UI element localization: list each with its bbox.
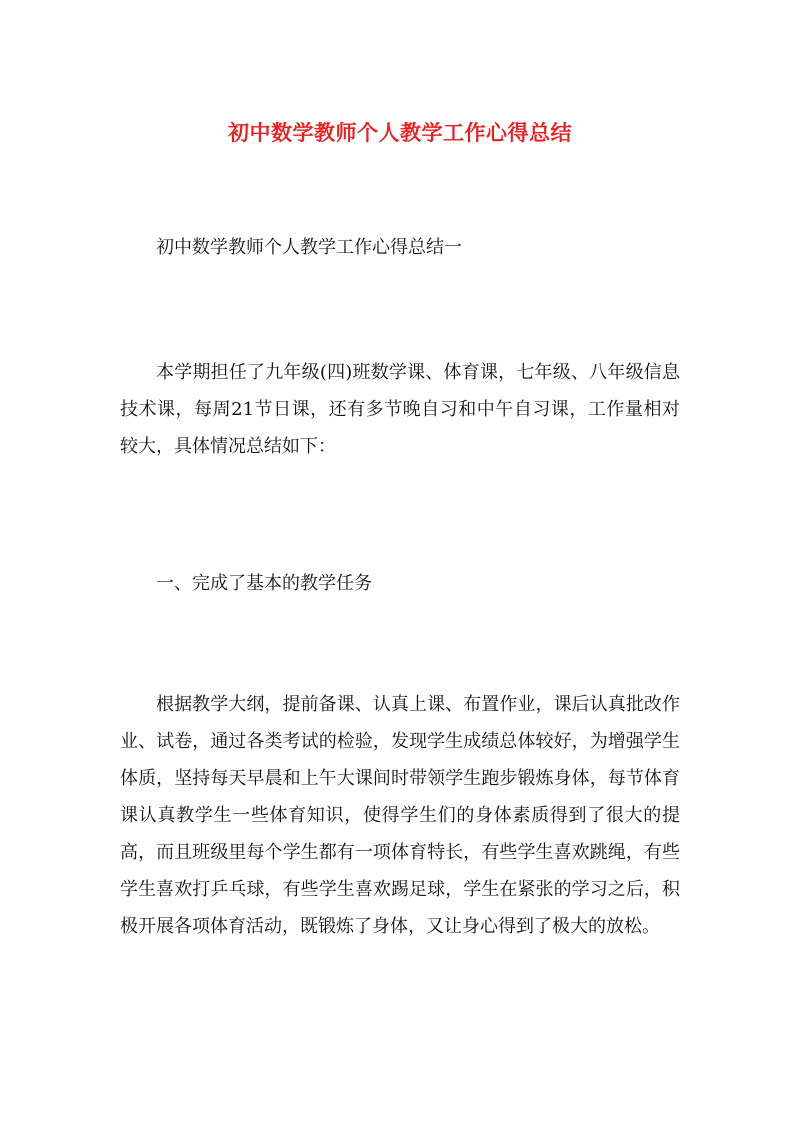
section-heading-1: 一、完成了基本的教学任务: [156, 573, 372, 594]
section-subtitle: 初中数学教师个人教学工作心得总结一: [156, 237, 462, 258]
document-title: 初中数学教师个人教学工作心得总结: [228, 120, 572, 146]
body-paragraph-1: 根据教学大纲，提前备课、认真上课、布置作业，课后认真批改作业、试卷，通过各类考试的检验，发现学生成绩总体较好，为增强学生体质，坚持每天早晨和上午大课间时带领学生跑步锻炼身体，每节体育课认真教学生一些体育知识，使得学生们的身体素质得到了很大的提高，而且班级里每个学生都有一项体育特长，有些学生喜欢跳绳，有些学生喜欢打乒乓球，有些学生喜欢踢足球，学生在紧张的学习之后，积极开展各项体育活动，既锻炼了身体，又让身心得到了极大的放松。: [120, 694, 680, 937]
intro-paragraph: 本学期担任了九年级(四)班数学课、体育课，七年级、八年级信息技术课，每周21节日课，还有多节晚自习和中午自习课，工作量相对较大，具体情况总结如下：: [120, 362, 680, 457]
